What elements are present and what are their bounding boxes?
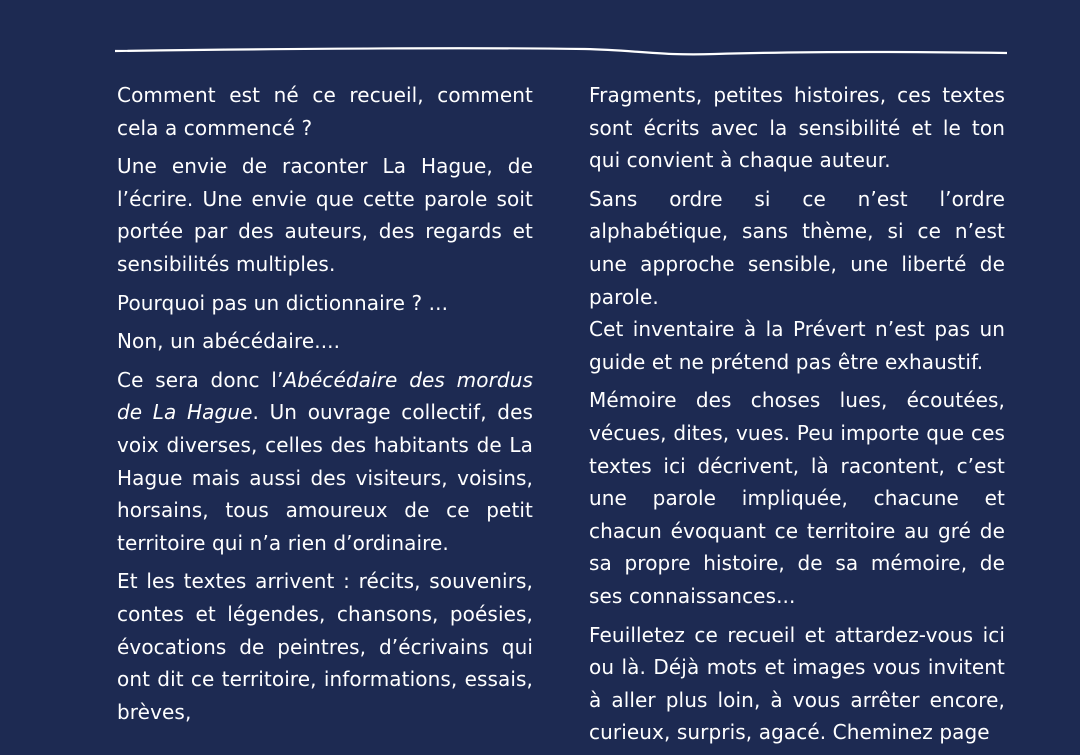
wave-divider (115, 38, 1007, 62)
paragraph: Mémoire des choses lues, écoutées, vécues, dites, vues. Peu importe que ces textes ici décrivent, là racontent, c’est une parole impliquée, chacune et chacun évoquant ce territoire au gré de sa propre histoire, de sa mémoire, de ses connaissances... (589, 388, 1005, 608)
paragraph: Pourquoi pas un dictionnaire ? ... (117, 290, 449, 315)
paragraph: Comment est né ce recueil, comment cela a commencé ? (117, 83, 533, 140)
paragraph: Non, un abécédaire.... (117, 329, 341, 354)
paragraph: Et les textes arrivent : récits, souvenirs, contes et légendes, chansons, poésies, évocations de peintres, d’écrivains qui ont dit ce territoire, informations, essais, brèves, (117, 569, 533, 724)
text-span: . Un ouvrage collectif, des voix diverses, celles des habitants de La Hague mais aussi des visiteurs, voisins, horsains, tous amoureux de ce petit territoire qui n’a rien d’ordinaire. (117, 400, 533, 555)
left-column (117, 79, 533, 734)
paragraph (117, 364, 533, 560)
paragraph: Sans ordre si ce n’est l’ordre alphabétique, sans thème, si ce n’est une approche sensible, une liberté de parole. (589, 186, 1005, 309)
paragraph: Fragments, petites histoires, ces textes sont écrits avec la sensibilité et le ton qui convient à chaque auteur. (589, 83, 1005, 173)
paragraph: Une envie de raconter La Hague, de l’écrire. Une envie que cette parole soit portée par des auteurs, des regards et sensibilités multiples. (117, 154, 533, 276)
right-column (589, 79, 1005, 755)
paragraph: Cet inventaire à la Prévert n’est pas un guide et ne prétend pas être exhaustif. (589, 317, 1005, 374)
paragraph: Feuilletez ce recueil et attardez-vous ici ou là. Déjà mots et images vous invitent à aller plus loin, à vous arrêter encore, curieux, surpris, agacé. Cheminez page (589, 622, 1005, 745)
text-span: Ce sera donc l’ (117, 367, 284, 392)
book-title: Abécédaire des mordus de La Hague (117, 367, 533, 425)
